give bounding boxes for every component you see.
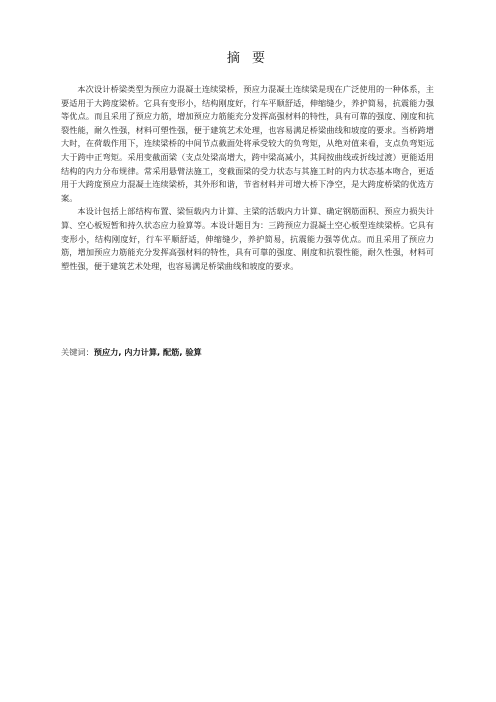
keywords-label: 关键词： — [61, 347, 94, 357]
keywords-values: 预应力, 内力计算, 配筋, 验算 — [93, 347, 202, 357]
page-title: 摘 要 — [226, 51, 270, 66]
abstract-body — [61, 83, 434, 273]
keywords-line — [61, 346, 202, 359]
abstract-paragraph-1: 本次设计桥梁类型为预应力混凝土连续梁桥，预应力混凝土连续梁是现在广泛使用的一种体系，主要适用于大跨度梁桥。它具有变形小，结构刚度好，行车平顺舒适，伸缩缝少，养护简易，抗震能力强等优点。而且采用了预应力筋，增加预应力筋能充分发挥高强材料的特性，具有可靠的强度、刚度和抗裂性能，耐久性强，材料可塑性强，便于建筑艺术处理，也容易满足桥梁曲线和坡度的要求。当桥跨增大时，在荷载作用下，连续梁桥的中间节点截面处将承受较大的负弯矩，从绝对值来看，支点负弯矩远大于跨中正弯矩。采用变截面梁（支点处梁高增大，跨中梁高减小，其间按曲线或折线过渡）更能适用结构的内力分布规律。常采用悬臂法施工，变截面梁的受力状态与其施工时的内力状态基本吻合，更适用于大跨度预应力混凝土连续梁桥，其外形和谐，节省材料并可增大桥下净空，是大跨度桥梁的优选方案。 — [61, 84, 434, 203]
abstract-paragraph-2: 本设计包括上部结构布置、梁恒载内力计算、主梁的活载内力计算、确定钢筋面积、预应力损失计算、空心板短暂和持久状态应力验算等。本设计题目为：三跨预应力混凝土空心板型连续梁桥。它具有变形小，结构刚度好，行车平顺舒适，伸缩缝少，养护简易，抗震能力强等优点。而且采用了预应力筋，增加预应力筋能充分发挥高强材料的特性，具有可靠的强度、刚度和抗裂性能，耐久性强，材料可塑性强，便于建筑艺术处理，也容易满足桥梁曲线和坡度的要求。 — [61, 206, 434, 271]
